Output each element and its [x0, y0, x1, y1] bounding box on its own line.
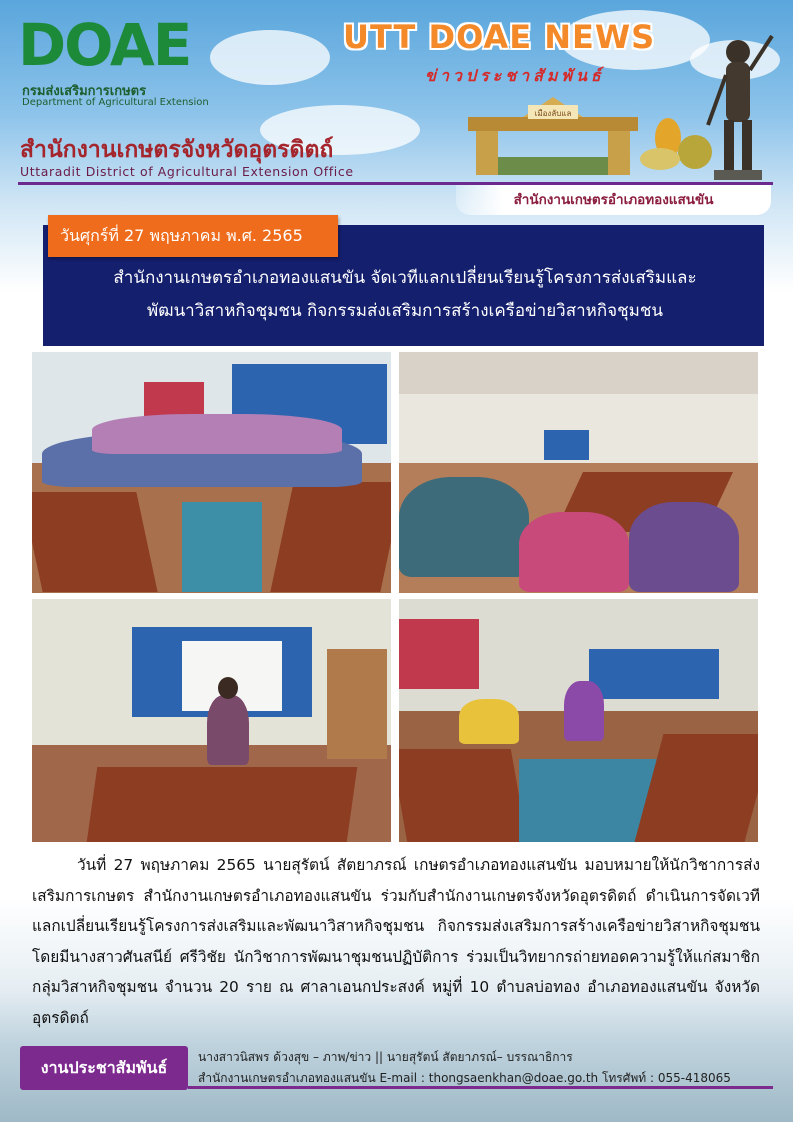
article-body-text: วันที่ 27 พฤษภาคม 2565 นายสุรัตน์ สัตยาภรณ์ เกษตรอำเภอทองแสนขัน มอบหมายให้นักวิชาการส่งเสริมการเกษตร สำนักงานเกษตรอำเภอทองแสนขัน ร่วมกับสำนักงานเกษตรจังหวัดอุตรดิตถ์ ดำเนินการจัดเวทีแลกเปลี่ยนเรียนรู้โครงการส่งเสริมและพัฒนาวิสาหกิจชุมชน กิจกรรมส่งเสริมการสร้างเครือข่ายวิสาหกิจชุมชน โดยมีนางสาวศันสนีย์ ศรีวิชัย นักวิชาการพัฒนาชุมชนปฏิบัติการ ร่วมเป็นวิทยากรถ่ายทอดความรู้ให้แก่สมาชิกกลุ่มวิสาหกิจชุมชน จำนวน 20 ราย ณ ศาลาเอนกประสงค์ หมู่ที่ 10 ตำบลบ่อทอง อำเภอทองแสนขัน จังหวัดอุตรดิตถ์ [32, 856, 760, 1027]
footer-divider [188, 1086, 773, 1089]
warrior-statue-illustration [700, 30, 775, 180]
city-gate-illustration [468, 95, 638, 175]
event-photo-audience [399, 352, 758, 593]
article-body [32, 850, 760, 1034]
doae-logo-text: DOAE [18, 11, 191, 79]
footer-contact: สำนักงานเกษตรอำเภอทองแสนขัน E-mail : thongsaenkhan@doae.go.th โทรศัพท์ : 055-418065 [198, 1071, 731, 1085]
cloud [210, 30, 330, 85]
event-photo-speaker [32, 599, 391, 842]
district-office-badge: สำนักงานเกษตรอำเภอทองแสนขัน [456, 185, 771, 215]
gate-sign-text: เมืองลับแล [534, 109, 572, 118]
news-title: UTT DOAE NEWS [343, 18, 656, 56]
news-subtitle: ข่าวประชาสัมพันธ์ [425, 66, 605, 85]
headline-line: พัฒนาวิสาหกิจชุมชน กิจกรรมส่งเสริมการสร้างเครือข่ายวิสาหกิจชุมชน [147, 301, 663, 321]
headline-line: สำนักงานเกษตรอำเภอทองแสนขัน จัดเวทีแลกเปลี่ยนเรียนรู้โครงการส่งเสริมและ [113, 268, 697, 288]
footer-credit: นางสาวนิสพร ด้วงสุข – ภาพ/ข่าว || นายสุรัตน์ สัตยาภรณ์– บรรณาธิการ [198, 1050, 573, 1064]
department-name-th: กรมส่งเสริมการเกษตร [22, 84, 147, 99]
provincial-office-name-en: Uttaradit District of Agricultural Extension Office [20, 164, 354, 179]
event-photo-products [399, 599, 758, 842]
article-date: วันศุกร์ที่ 27 พฤษภาคม พ.ศ. 2565 [48, 215, 338, 257]
doae-logo [18, 11, 223, 79]
department-name-en: Department of Agricultural Extension [22, 97, 209, 108]
pr-badge: งานประชาสัมพันธ์ [20, 1046, 188, 1090]
article-headline [55, 262, 755, 328]
event-photo-group [32, 352, 391, 593]
fruit-basket-icon [640, 148, 680, 170]
provincial-office-name-th: สำนักงานเกษตรจังหวัดอุตรดิตถ์ [20, 137, 334, 163]
